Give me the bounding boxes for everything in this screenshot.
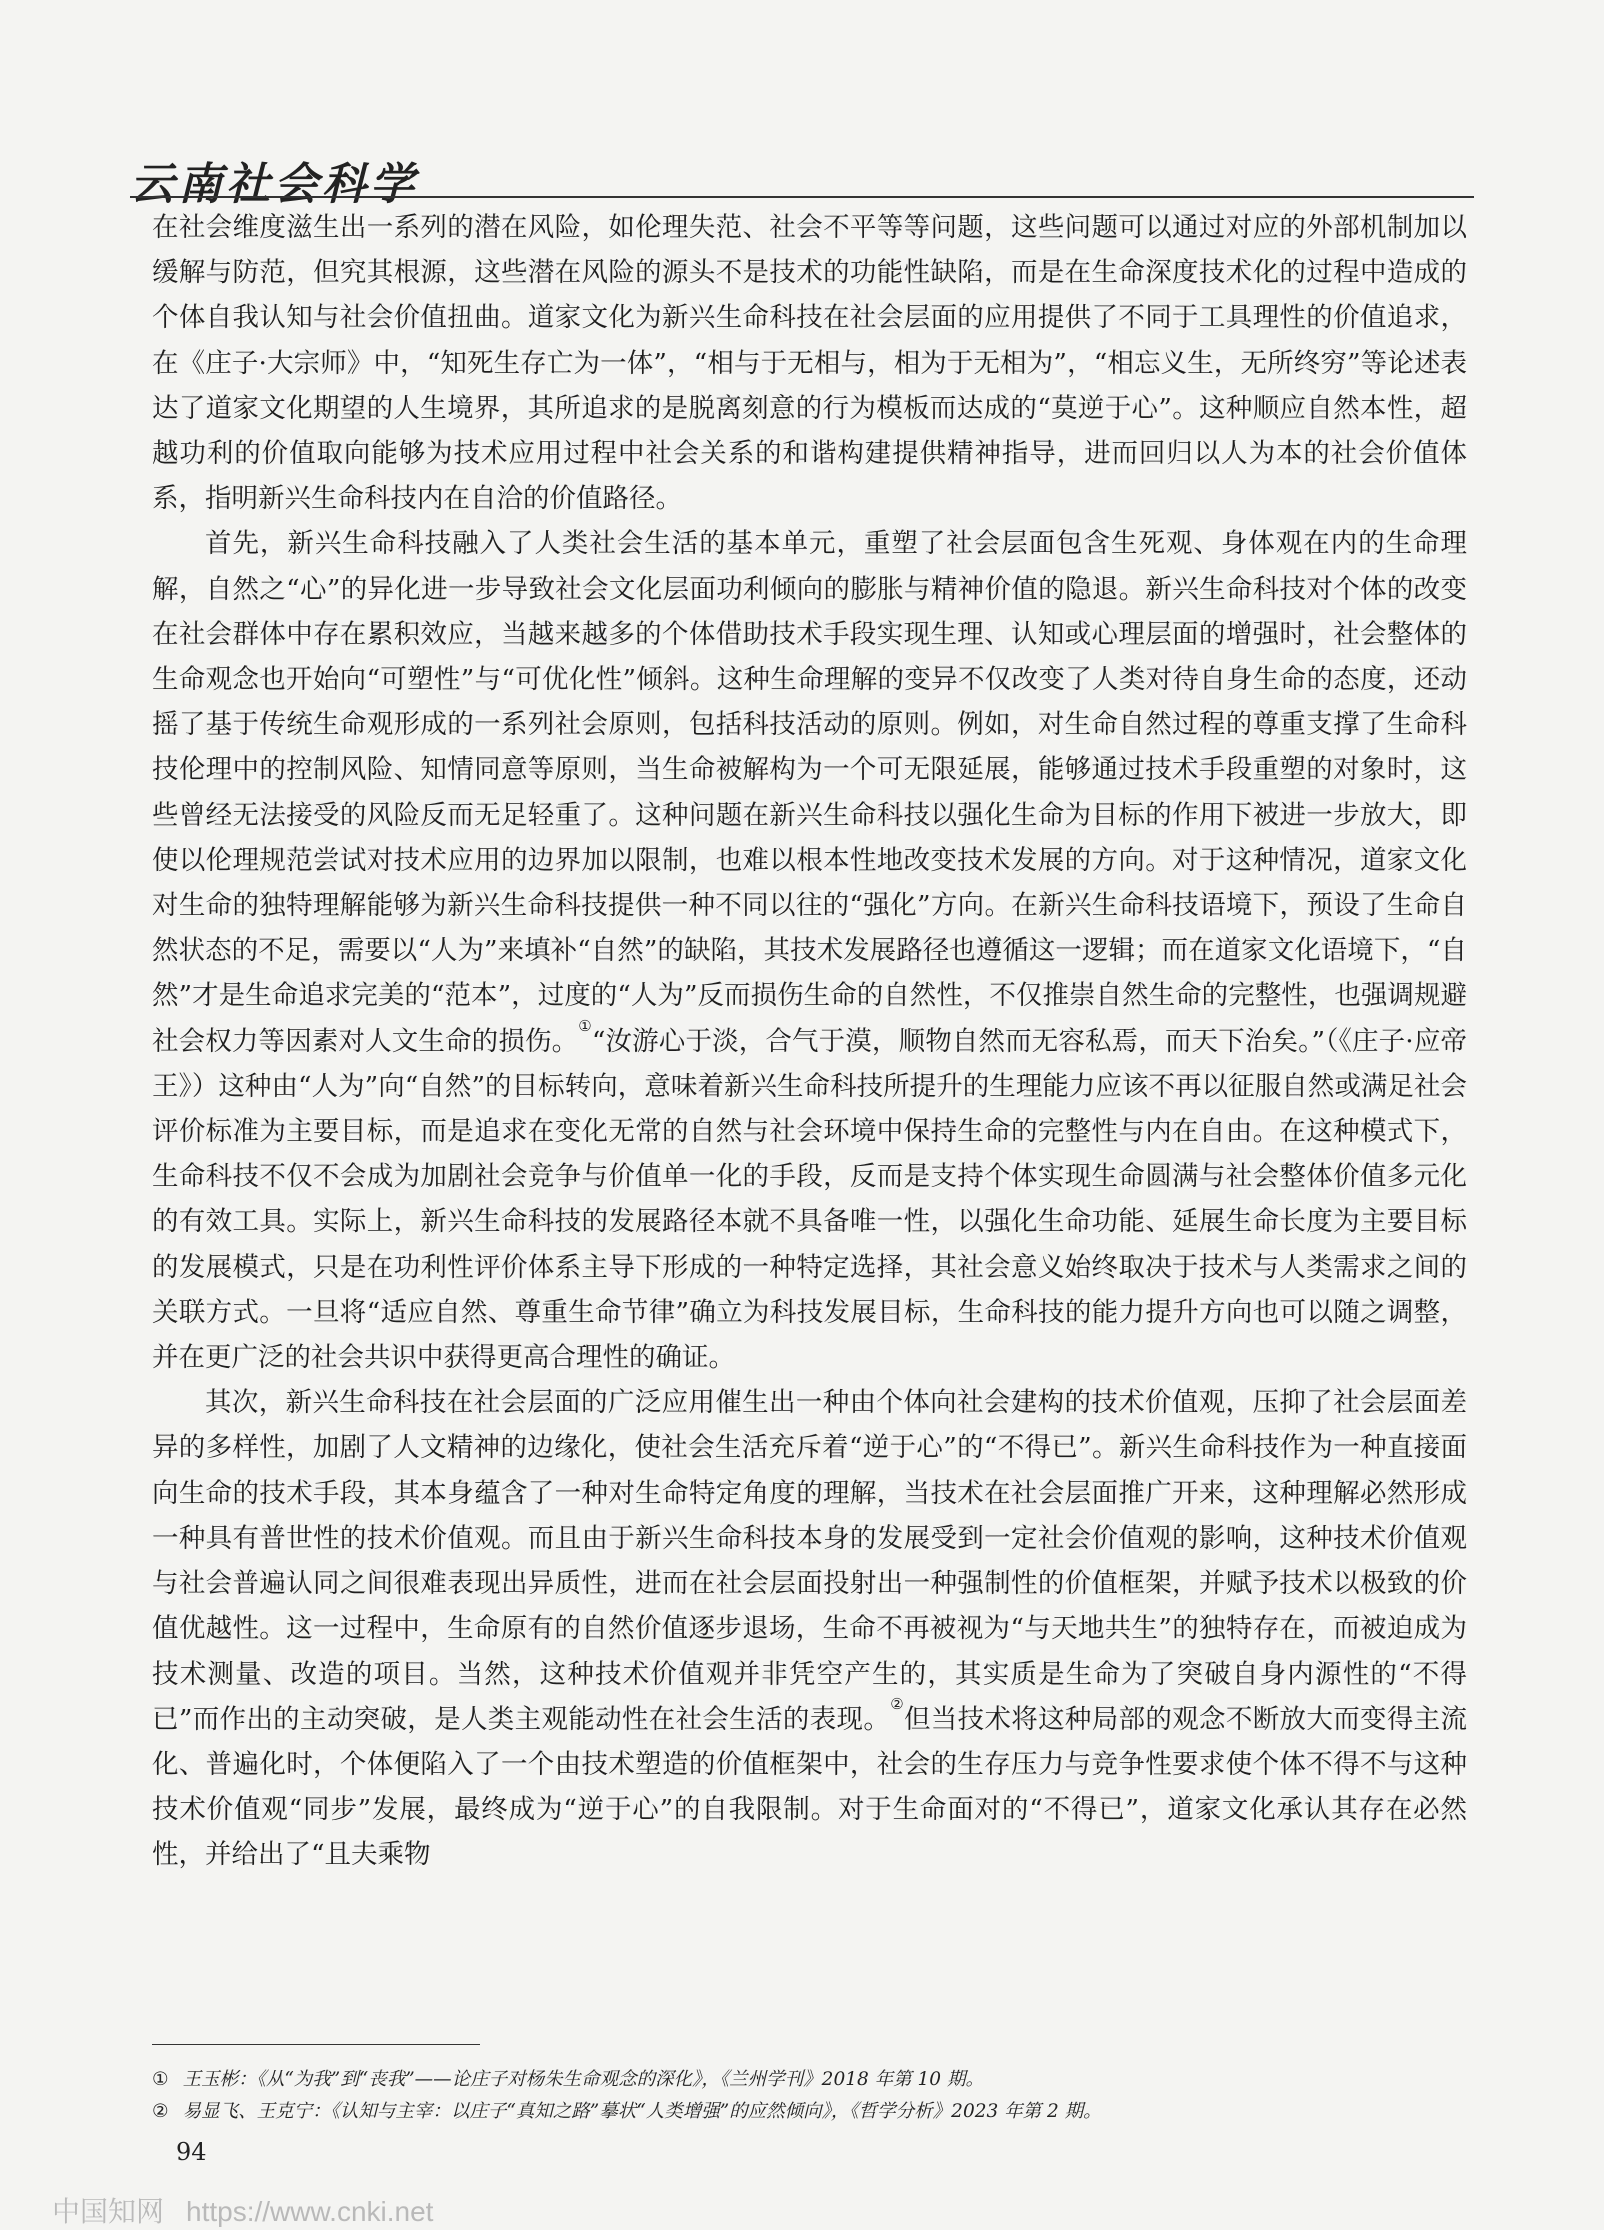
watermark	[52, 2190, 455, 2230]
footnote	[152, 2064, 1467, 2096]
paragraph-text: 其次，新兴生命科技在社会层面的广泛应用催生出一种由个体向社会建构的技术价值观，压抑了社会层面差异的多样性，加剧了人文精神的边缘化，使社会生活充斥着“逆于心”的“不得已”。新兴生命科技作为一种直接面向生命的技术手段，其本身蕴含了一种对生命特定角度的理解，当技术在社会层面推广开来，这种理解必然形成一种具有普世性的技术价值观。而且由于新兴生命科技本身的发展受到一定社会价值观的影响，这种技术价值观与社会普遍认同之间很难表现出异质性，进而在社会层面投射出一种强制性的价值框架，并赋予技术以极致的价值优越性。这一过程中，生命原有的自然价值逐步退场，生命不再被视为“与天地共生”的独特存在，而被迫成为技术测量、改造的项目。当然，这种技术价值观并非凭空产生的，其实质是生命为了突破自身内源性的“不得已”而作出的主动突破，是人类主观能动性在社会生活的表现。	[152, 1387, 1467, 1735]
paragraph	[152, 521, 1467, 1380]
footnote-ref[interactable]: ②	[890, 1694, 904, 1713]
footnote-text: 易显飞、王克宁：《认知与主宰：以庄子“真知之路”摹状“人类增强”的应然倾向》，《哲学分析》2023 年第 2 期。	[182, 2101, 1102, 2122]
watermark-url: https://www.cnki.net	[186, 2196, 434, 2227]
article-body	[152, 205, 1467, 1878]
paragraph-text: “汝游心于淡，合气于漠，顺物自然而无容私焉，而天下治矣。”（《庄子·应帝王》）这种由“人为”向“自然”的目标转向，意味着新兴生命科技所提升的生理能力应该不再以征服自然或满足社会评价标准为主要目标，而是追求在变化无常的自然与社会环境中保持生命的完整性与内在自由。在这种模式下，生命科技不仅不会成为加剧社会竞争与价值单一化的手段，反而是支持个体实现生命圆满与社会整体价值多元化的有效工具。实际上，新兴生命科技的发展路径本就不具备唯一性，以强化生命功能、延展生命长度为主要目标的发展模式，只是在功利性评价体系主导下形成的一种特定选择，其社会意义始终取决于技术与人类需求之间的关联方式。一旦将“适应自然、尊重生命节律”确立为科技发展目标，生命科技的能力提升方向也可以随之调整，并在更广泛的社会共识中获得更高合理性的确证。	[152, 1025, 1468, 1374]
footnote-mark: ②	[152, 2101, 169, 2122]
journal-title: 云南社会科学	[130, 159, 418, 210]
paragraph-text: 首先，新兴生命科技融入了人类社会生活的基本单元，重塑了社会层面包含生死观、身体观在内的生命理解，自然之“心”的异化进一步导致社会文化层面功利倾向的膨胀与精神价值的隐退。新兴生命科技对个体的改变在社会群体中存在累积效应，当越来越多的个体借助技术手段实现生理、认知或心理层面的增强时，社会整体的生命观念也开始向“可塑性”与“可优化性”倾斜。这种生命理解的变异不仅改变了人类对待自身生命的态度，还动摇了基于传统生命观形成的一系列社会原则，包括科技活动的原则。例如，对生命自然过程的尊重支撑了生命科技伦理中的控制风险、知情同意等原则，当生命被解构为一个可无限延展，能够通过技术手段重塑的对象时，这些曾经无法接受的风险反而无足轻重了。这种问题在新兴生命科技以强化生命为目标的作用下被进一步放大，即使以伦理规范尝试对技术应用的边界加以限制，也难以根本性地改变技术发展的方向。对于这种情况，道家文化对生命的独特理解能够为新兴生命科技提供一种不同以往的“强化”方向。在新兴生命科技语境下，预设了生命自然状态的不足，需要以“人为”来填补“自然”的缺陷，其技术发展路径也遵循这一逻辑；而在道家文化语境下，“自然”才是生命追求完美的“范本”，过度的“人为”反而损伤生命的自然性，不仅推崇自然生命的完整性，也强调规避社会权力等因素对人文生命的损伤。	[152, 528, 1467, 1057]
footnote	[152, 2096, 1467, 2128]
footnote-ref[interactable]: ①	[578, 1016, 592, 1035]
footnote-mark: ①	[152, 2069, 169, 2090]
footnotes	[152, 2064, 1467, 2128]
paragraph: 在社会维度滋生出一系列的潜在风险，如伦理失范、社会不平等等问题，这些问题可以通过对应的外部机制加以缓解与防范，但究其根源，这些潜在风险的源头不是技术的功能性缺陷，而是在生命深度技术化的过程中造成的个体自我认知与社会价值扭曲。道家文化为新兴生命科技在社会层面的应用提供了不同于工具理性的价值追求，在《庄子·大宗师》中，“知死生存亡为一体”，“相与于无相与，相为于无相为”，“相忘义生，无所终穷”等论述表达了道家文化期望的人生境界，其所追求的是脱离刻意的行为模板而达成的“莫逆于心”。这种顺应自然本性，超越功利的价值取向能够为技术应用过程中社会关系的和谐构建提供精神指导，进而回归以人为本的社会价值体系，指明新兴生命科技内在自洽的价值路径。	[152, 212, 1467, 515]
paragraph-text: 但当技术将这种局部的观念不断放大而变得主流化、普遍化时，个体便陷入了一个由技术塑造的价值框架中，社会的生存压力与竞争性要求使个体不得不与这种技术价值观“同步”发展，最终成为“逆于心”的自我限制。对于生命面对的“不得已”，道家文化承认其存在必然性，并给出了“且夫乘物	[152, 1703, 1467, 1871]
header-divider	[130, 196, 1474, 198]
page-number: 94	[176, 2138, 207, 2166]
footnote-divider	[152, 2044, 480, 2045]
footnote-text: 王玉彬：《从“为我”到“丧我”——论庄子对杨朱生命观念的深化》，《兰州学刊》2018 年第 10 期。	[182, 2069, 984, 2090]
watermark-site: 中国知网	[52, 2196, 165, 2227]
paragraph	[152, 1380, 1467, 1877]
